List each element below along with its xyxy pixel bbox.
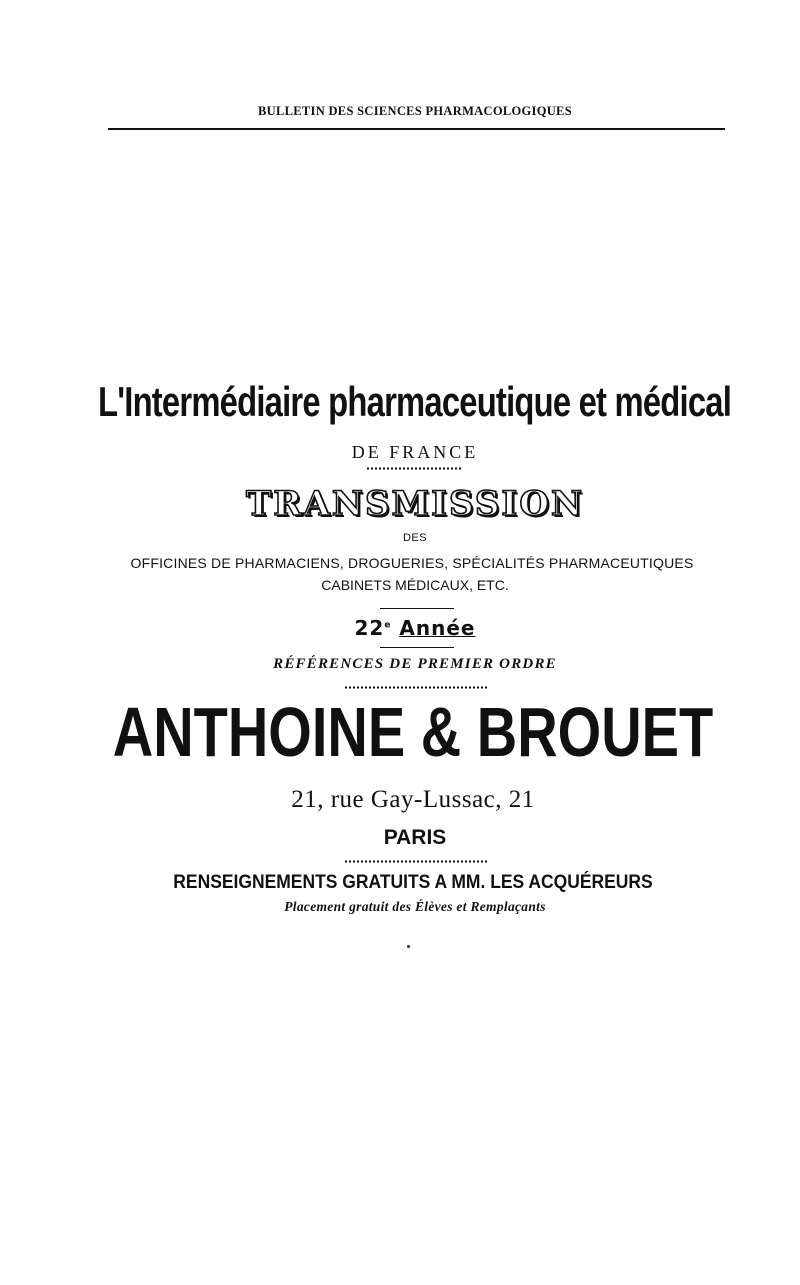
year-word: Année [399, 616, 476, 640]
references-line: RÉFÉRENCES DE PREMIER ORDRE [273, 656, 557, 672]
des-label: DES [402, 532, 428, 544]
cabinets-line: CABINETS MÉDICAUX, ETC. [321, 577, 509, 593]
info-line: RENSEIGNEMENTS GRATUITS A MM. LES ACQUÉREURS [173, 872, 653, 893]
advert-title: L'Intermédiaire pharmaceutique et médical [98, 378, 732, 425]
placement-line: Placement gratuit des Élèves et Remplaçants [284, 899, 546, 914]
officines-line: OFFICINES DE PHARMACIENS, DROGUERIES, SPÉCIALITÉS PHARMACEUTIQUES [130, 555, 694, 571]
transmission-heading: TRANSMISSION [245, 484, 585, 524]
print-speck [407, 945, 410, 948]
wavy-divider [344, 859, 488, 864]
advert-subtitle: DE FRANCE [351, 442, 479, 462]
wavy-divider [344, 685, 488, 690]
year-suffix: e [384, 620, 392, 631]
rule-above-year [380, 608, 454, 609]
rule-below-year [380, 647, 454, 648]
wavy-divider [366, 466, 462, 471]
city-line: PARIS [383, 826, 447, 849]
year-line [15, 616, 800, 640]
header-rule [108, 128, 725, 130]
company-name: ANTHOINE & BROUET [112, 693, 714, 771]
address-line: 21, rue Gay-Lussac, 21 [291, 786, 535, 813]
running-head: BULLETIN DES SCIENCES PHARMACOLOGIQUES [258, 104, 572, 118]
year-number: 22 [354, 616, 385, 640]
